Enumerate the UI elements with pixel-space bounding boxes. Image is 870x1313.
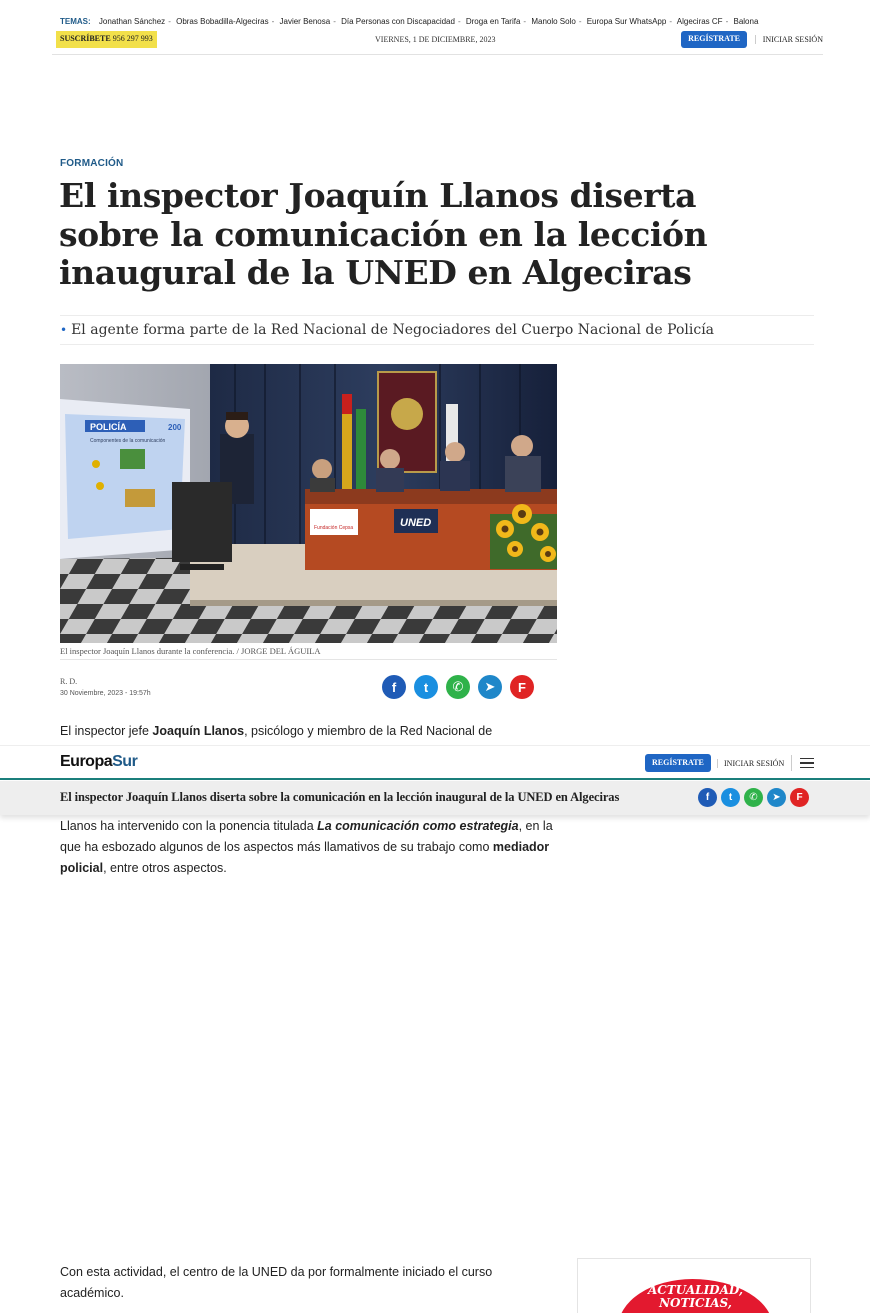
top-bar [52,12,823,55]
article-paragraph [60,721,555,742]
topic-link[interactable]: Javier Benosa [279,17,331,26]
topic-link[interactable]: Algeciras CF [676,17,723,26]
subscribe-label: SUSCRÍBETE [60,34,111,43]
logo-part: Europa [60,753,113,770]
register-button[interactable]: REGÍSTRATE [681,31,747,48]
hamburger-menu-icon[interactable] [791,755,815,771]
subscribe-phone: 956 297 993 [112,34,153,43]
photo-credit: / JORGE DEL ÁGUILA [236,646,321,656]
text-run: , en la que ha esbozado algunos de los aspectos más llamativos de su trabajo como [60,819,553,854]
site-logo[interactable] [60,753,137,771]
text-run: , psicólogo y miembro de la Red Nacional de [244,724,493,738]
slide-title: Componentes de la comunicación [90,438,166,444]
bold-text: Joaquín Llanos [152,724,245,738]
section-label[interactable]: FORMACIÓN [60,158,124,169]
topic-link[interactable]: Obras Bobadilla-Algeciras [176,17,269,26]
promo-line: ACTUALIDAD, [647,1283,744,1297]
podium-logo: Fundación Cepsa [314,525,354,531]
facebook-icon[interactable]: f [382,675,406,699]
login-link[interactable]: INICIAR SESIÓN [717,759,784,768]
current-date: VIERNES, 1 DE DICIEMBRE, 2023 [375,35,496,44]
topics-label: TEMAS: [60,17,91,26]
publish-date: 30 Noviembre, 2023 - 19:57h [60,690,151,697]
text-run: El inspector jefe [60,724,153,738]
twitter-icon[interactable]: t [721,788,740,807]
telegram-icon[interactable]: ➤ [478,675,502,699]
sticky-header [0,745,870,780]
bold-text: mediador policial [60,840,550,875]
flipboard-icon[interactable]: F [510,675,534,699]
whatsapp-icon[interactable]: ✆ [744,788,763,807]
register-button[interactable]: REGÍSTRATE [645,754,711,772]
promo-text [618,1284,773,1310]
text-run: , entre otros aspectos. [103,861,227,875]
telegram-icon[interactable]: ➤ [767,788,786,807]
topic-link[interactable]: Europa Sur WhatsApp [586,17,667,26]
topic-link[interactable]: Balona [733,17,759,26]
logo-part: Sur [112,753,138,770]
article-photo[interactable] [60,364,557,643]
sticky-share-bar [698,788,809,807]
italic-text: La comunicación como estrategia [317,819,519,833]
article-paragraph: Con esta actividad, el centro de la UNED da por formalmente iniciado el curso académico. [60,1265,493,1300]
table-logo: UNED [400,517,432,529]
whatsapp-icon[interactable]: ✆ [446,675,470,699]
twitter-icon[interactable]: t [414,675,438,699]
subscribe-button[interactable] [56,31,157,48]
photo-caption [60,646,557,660]
article-headline: El inspector Joaquín Llanos diserta sobre la comunicación en la lección inaugural de la UNED en Algeciras [59,176,708,292]
share-bar [382,675,534,699]
topic-link[interactable]: Manolo Solo [531,17,576,26]
promo-line: NOTICIAS, [659,1296,732,1310]
facebook-icon[interactable]: f [698,788,717,807]
subtitle-text: El agente forma parte de la Red Nacional de Negociadores del Cuerpo Nacional de Policía [71,322,715,338]
topics-bar: TEMAS: Jonathan Sánchez - Obras Bobadilla-Algeciras - Javier Benosa - Día Personas con Discapacidad - Droga en Tarifa - Manolo Solo - Europa Sur WhatsApp - Algeciras CF - Balona [60,17,759,26]
text-run: Llanos ha intervenido con la ponencia titulada [60,819,318,833]
article-paragraph [60,816,555,879]
sticky-article-title: El inspector Joaquín Llanos diserta sobre la comunicación en la lección inaugural de la UNED en Algeciras [60,790,620,804]
topic-link[interactable]: Jonathan Sánchez [98,17,166,26]
sticky-article-bar [0,781,870,815]
topic-link[interactable]: Día Personas con Discapacidad [341,17,455,26]
promo-banner[interactable] [577,1258,811,1313]
login-link[interactable]: INICIAR SESIÓN [755,35,823,44]
caption-text: El inspector Joaquín Llanos durante la conferencia. [60,646,235,656]
bullet-icon: • [60,323,68,337]
topic-link[interactable]: Droga en Tarifa [465,17,521,26]
article-subtitle [60,315,814,345]
author: R. D. [60,677,78,686]
flipboard-icon[interactable]: F [790,788,809,807]
slide-year: 200 [168,423,182,432]
slide-brand: POLICÍA [90,422,127,432]
